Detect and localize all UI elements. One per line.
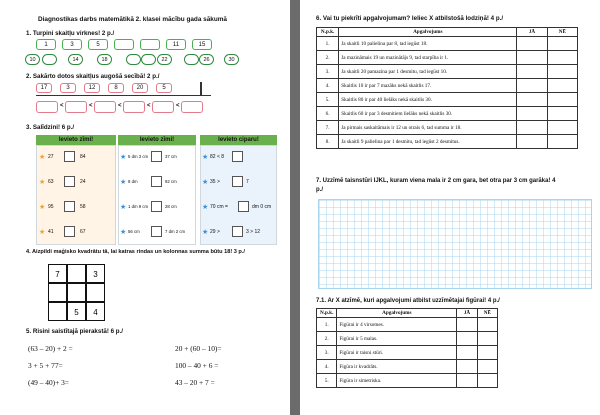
magic-square-cell: 7	[48, 264, 67, 283]
yes-checkbox-cell[interactable]	[457, 374, 477, 388]
table-row	[317, 121, 578, 135]
task7-heading-line2: p./	[316, 187, 323, 193]
compare-value: 24	[80, 179, 86, 185]
yes-checkbox-cell[interactable]	[517, 37, 547, 51]
task6-heading: 6. Vai tu piekrīti apgalvojumam? Ieliec X atbilstošā lodziņā! 4 p./	[316, 15, 504, 22]
statement: Skaitlis 80 ir par 40 lielāks nekā skaitlis 30.	[339, 93, 517, 107]
yes-checkbox-cell[interactable]	[517, 51, 547, 65]
number-box: 3	[60, 83, 76, 93]
answer-square[interactable]	[151, 226, 162, 237]
number-box: 8	[108, 83, 124, 93]
answer-box[interactable]	[123, 101, 145, 113]
compare-value: 92 cm	[165, 179, 177, 184]
no-checkbox-cell[interactable]	[477, 346, 497, 360]
row-number: 1.	[317, 37, 339, 51]
number-box: 17	[36, 83, 52, 93]
star-icon: ★	[202, 154, 209, 161]
answer-square[interactable]	[151, 176, 162, 187]
compare-value: 1 dm 9 cm	[128, 204, 149, 209]
task2-heading: 2. Sakārto dotos skaitļus augošā secībā! 2 p./	[26, 73, 160, 80]
sequence-box[interactable]	[114, 39, 134, 50]
answer-square[interactable]	[232, 151, 243, 162]
statement: Figūrai ir 5 malas.	[337, 332, 457, 346]
task5-heading: 5. Risini saistītajā pierakstā! 6 p./	[26, 328, 123, 335]
yes-checkbox-cell[interactable]	[517, 79, 547, 93]
statement: Ja skaitli 10 palielina par 8, tad iegūst 18.	[339, 37, 517, 51]
number-box: 12	[84, 83, 100, 93]
no-checkbox-cell[interactable]	[547, 51, 577, 65]
row-number: 6.	[317, 107, 339, 121]
table-row	[317, 93, 578, 107]
task4-heading: 4. Aizpildi maģisko kvadrātu tā, lai katras rindas un kolonnas summa būtu 18! 3 p./	[26, 249, 245, 255]
row-number: 1.	[317, 318, 337, 332]
compare-value: 5 dm 3 cm	[128, 154, 149, 159]
compare-value: dm 0 cm	[252, 204, 272, 210]
no-checkbox-cell[interactable]	[547, 37, 577, 51]
answer-square[interactable]	[64, 176, 75, 187]
table-row	[317, 318, 498, 332]
table-header-cell: JĀ	[517, 28, 547, 37]
magic-square-cell[interactable]	[48, 283, 67, 302]
compare-value: 56 cm	[128, 229, 140, 234]
document-title: Diagnostikas darbs matemātikā 2. klasei mācību gada sākumā	[38, 16, 227, 23]
sequence-octagon: 10	[25, 54, 40, 65]
statement: Skaitlis 60 ir par 3 desmitiem lielāks nekā skaitlis 30.	[339, 107, 517, 121]
empty-octagon[interactable]	[184, 54, 199, 65]
table-row	[317, 374, 498, 388]
compare-value: 37 cm	[165, 154, 177, 159]
task7-heading-line1: 7. Uzzīmē taisnstūri IJKL, kuram viena mala ir 2 cm gara, bet otra par 3 cm garāka! 4	[316, 178, 556, 184]
row-number: 5.	[317, 374, 337, 388]
table-header-cell: NĒ	[477, 309, 497, 318]
row-number: 7.	[317, 121, 339, 135]
sequence-box: 5	[88, 39, 108, 50]
expression: 3 + 5 + 77=	[28, 361, 63, 370]
star-icon: ★	[39, 154, 46, 161]
star-icon: ★	[39, 204, 46, 211]
no-checkbox-cell[interactable]	[547, 93, 577, 107]
statement: Figūra ir kvadrāts.	[337, 360, 457, 374]
compare-value: 58	[80, 204, 86, 210]
sequence-octagon: 22	[157, 54, 172, 65]
table-row	[317, 135, 578, 149]
answer-box[interactable]	[181, 101, 203, 113]
table-row	[317, 346, 498, 360]
less-than-sign: <	[118, 103, 122, 109]
table-header-cell: Apgalvojums	[337, 309, 457, 318]
compare-value: 67	[80, 229, 86, 235]
sequence-box: 15	[192, 39, 212, 50]
row-number: 4.	[317, 79, 339, 93]
expression: 100 – 40 + 6 =	[175, 361, 219, 370]
no-checkbox-cell[interactable]	[477, 360, 497, 374]
compare-value: 41	[48, 229, 54, 235]
sequence-box: 11	[166, 39, 186, 50]
table-header-cell: N.p.k.	[317, 28, 339, 37]
yes-checkbox-cell[interactable]	[517, 135, 547, 149]
no-checkbox-cell[interactable]	[477, 318, 497, 332]
compare-value: 84	[80, 154, 86, 160]
statement: Ja skaitli 20 pamazina par 1 desmitu, tad iegūst 10.	[339, 65, 517, 79]
compare-value: 7	[246, 179, 249, 185]
row-number: 8.	[317, 135, 339, 149]
empty-octagon[interactable]	[141, 54, 156, 65]
compare-value: 82 < 8	[210, 154, 225, 160]
star-icon: ★	[39, 179, 46, 186]
sequence-octagon: 18	[97, 54, 112, 65]
answer-box[interactable]	[152, 101, 174, 113]
table-header-row	[317, 28, 578, 37]
expression: 20 + (60 – 10)=	[175, 344, 222, 353]
answer-square[interactable]	[64, 226, 75, 237]
table-header-row	[317, 309, 498, 318]
no-checkbox-cell[interactable]	[547, 79, 577, 93]
row-number: 5.	[317, 93, 339, 107]
answer-square[interactable]	[64, 201, 75, 212]
table-header-cell: Apgalvojums	[339, 28, 517, 37]
task6-table	[316, 27, 578, 149]
yes-checkbox-cell[interactable]	[457, 360, 477, 374]
sequence-octagon: 14	[68, 54, 83, 65]
yes-checkbox-cell[interactable]	[517, 93, 547, 107]
no-checkbox-cell[interactable]	[547, 65, 577, 79]
yes-checkbox-cell[interactable]	[517, 107, 547, 121]
task71-table	[316, 308, 498, 388]
answer-box[interactable]	[94, 101, 116, 113]
empty-octagon[interactable]	[42, 54, 57, 65]
column-header: Ievieto zīmi!	[118, 135, 196, 145]
table-row	[317, 37, 578, 51]
statement: Figūra ir simetriska.	[337, 374, 457, 388]
table-row	[317, 79, 578, 93]
compare-value: 95	[48, 204, 54, 210]
row-number: 3.	[317, 65, 339, 79]
star-icon: ★	[39, 229, 46, 236]
table-header-cell: NĒ	[547, 28, 577, 37]
table-row	[317, 107, 578, 121]
yes-checkbox-cell[interactable]	[517, 65, 547, 79]
table-header-cell: JĀ	[457, 309, 477, 318]
column-header: Ievieto zīmi!	[36, 135, 116, 145]
statement: Ja mazināmais 19 un mazinātājs 9, tad starpība ir 1.	[339, 51, 517, 65]
star-icon: ★	[120, 204, 127, 211]
answer-box[interactable]	[36, 101, 58, 113]
yes-checkbox-cell[interactable]	[517, 121, 547, 135]
row-number: 4.	[317, 360, 337, 374]
no-checkbox-cell[interactable]	[477, 332, 497, 346]
row-number: 2.	[317, 332, 337, 346]
table-row	[317, 51, 578, 65]
magic-square-cell[interactable]	[67, 264, 86, 283]
compare-value: 28 cm	[165, 204, 177, 209]
expression: (49 – 40)+ 3=	[28, 378, 69, 387]
answer-square[interactable]	[238, 201, 249, 212]
compare-value: 70 cm =	[210, 204, 228, 210]
magic-square-cell[interactable]	[86, 283, 105, 302]
task3-heading: 3. Salīdzini! 6 p./	[26, 124, 75, 131]
answer-square[interactable]	[151, 151, 162, 162]
statement: Ja pirmais saskaitāmais ir 12 un otrais 6, tad summa ir 18.	[339, 121, 517, 135]
star-icon: ★	[202, 204, 209, 211]
table-row	[317, 332, 498, 346]
row-number: 2.	[317, 51, 339, 65]
magic-square-cell: 5	[67, 302, 86, 321]
compare-value: 35 >	[210, 179, 220, 185]
compare-value: 8 dm	[128, 179, 138, 184]
sequence-box: 1	[36, 39, 56, 50]
less-than-sign: <	[176, 103, 180, 109]
no-checkbox-cell[interactable]	[547, 121, 577, 135]
magic-square-cell[interactable]	[67, 283, 86, 302]
number-box: 20	[132, 83, 148, 93]
magic-square-cell: 4	[86, 302, 105, 321]
table-row	[317, 65, 578, 79]
task1-heading: 1. Turpini skaitļu virknes! 2 p./	[26, 30, 115, 37]
table-header-cell: N.p.k.	[317, 309, 337, 318]
answer-square[interactable]	[151, 201, 162, 212]
star-icon: ★	[120, 179, 127, 186]
yes-checkbox-cell[interactable]	[457, 318, 477, 332]
answer-square[interactable]	[232, 176, 243, 187]
less-than-sign: <	[60, 103, 64, 109]
left-page	[0, 0, 290, 415]
answer-square[interactable]	[232, 226, 243, 237]
table-row	[317, 360, 498, 374]
answer-box[interactable]	[65, 101, 87, 113]
yes-checkbox-cell[interactable]	[457, 332, 477, 346]
right-page	[300, 0, 600, 415]
sequence-octagon: 26	[199, 54, 214, 65]
expression: (63 – 20) + 2 =	[28, 344, 73, 353]
star-icon: ★	[120, 154, 127, 161]
magic-square	[48, 264, 105, 321]
compare-value: 27	[48, 154, 54, 160]
yes-checkbox-cell[interactable]	[457, 346, 477, 360]
row-number: 3.	[317, 346, 337, 360]
star-icon: ★	[202, 179, 209, 186]
no-checkbox-cell[interactable]	[547, 135, 577, 149]
statement: Skaitlis 10 ir par 7 mazāks nekā skaitlis 17.	[339, 79, 517, 93]
drawing-grid[interactable]	[318, 199, 592, 289]
star-icon: ★	[202, 229, 209, 236]
magic-square-cell: 3	[86, 264, 105, 283]
statement: Figūrai ir 4 virsotnes.	[337, 318, 457, 332]
task71-heading: 7.1. Ar X atzīmē, kuri apgalvojumi atbilst uzzīmētajai figūrai! 4 p./	[316, 298, 500, 304]
statement: Ja skaitli 9 palielina par 1 desmitu, tad iegūst 2 desmitus.	[339, 135, 517, 149]
sequence-octagon: 30	[224, 54, 239, 65]
page-gutter	[290, 0, 300, 415]
star-icon: ★	[120, 229, 127, 236]
number-box: 5	[156, 83, 172, 93]
column-header: Ievieto ciparu!	[200, 135, 277, 145]
no-checkbox-cell[interactable]	[547, 107, 577, 121]
no-checkbox-cell[interactable]	[477, 374, 497, 388]
compare-value: 7 dm 2 cm	[165, 229, 186, 234]
compare-value: 3 > 12	[246, 229, 261, 235]
magic-square-cell[interactable]	[48, 302, 67, 321]
empty-octagon[interactable]	[126, 54, 141, 65]
less-than-sign: <	[89, 103, 93, 109]
expression: 43 – 20 + 7 =	[175, 378, 215, 387]
statement: Figūrai ir taisni stūri.	[337, 346, 457, 360]
less-than-sign: <	[147, 103, 151, 109]
divider-line	[36, 95, 211, 96]
answer-square[interactable]	[64, 151, 75, 162]
sequence-box: 3	[62, 39, 82, 50]
compare-value: 63	[48, 179, 54, 185]
box-frame	[200, 82, 202, 95]
compare-value: 29 >	[210, 229, 220, 235]
sequence-box[interactable]	[140, 39, 160, 50]
